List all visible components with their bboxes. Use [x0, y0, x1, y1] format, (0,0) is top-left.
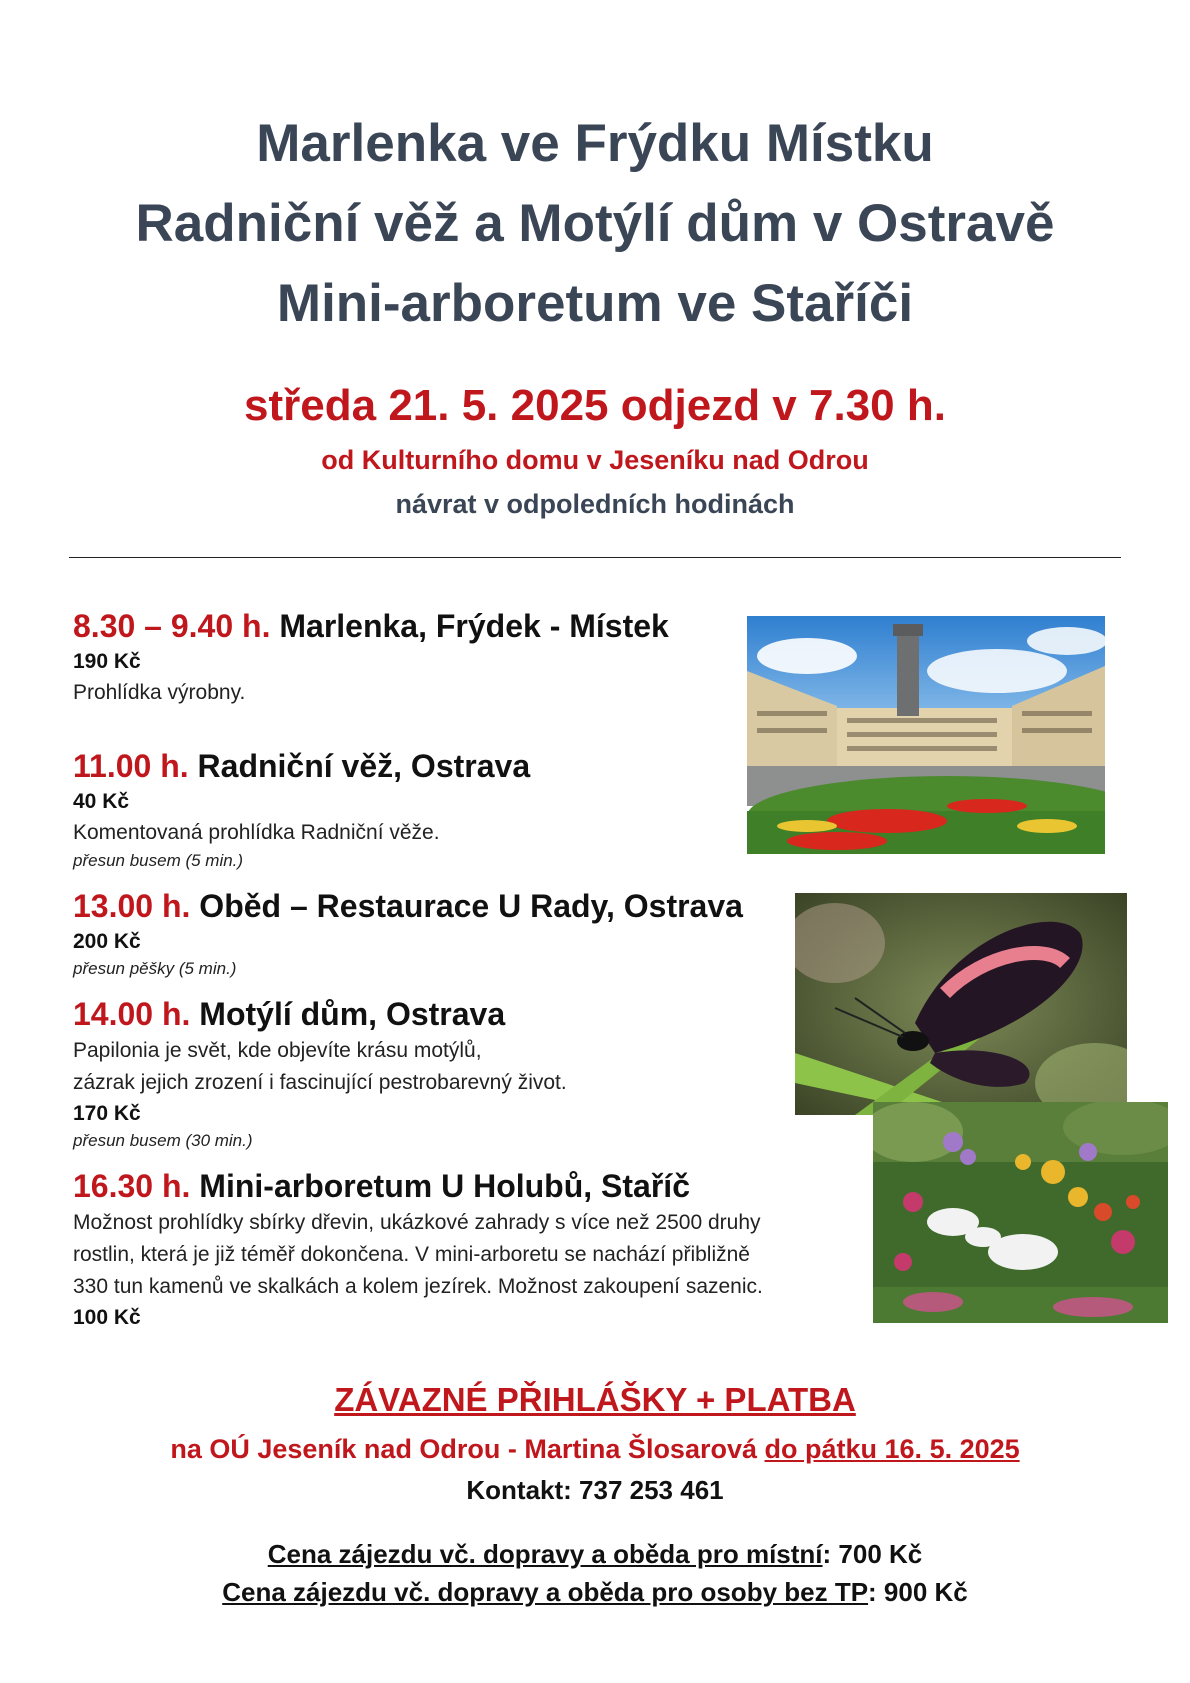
program-title: Oběd – Restaurace U Rady, Ostrava [199, 888, 743, 924]
poster-title [0, 104, 1190, 344]
title-line-1: Marlenka ve Frýdku Místku [256, 114, 934, 173]
program-description-line: rostlin, která je již téměř dokončena. V mini-arboretu se nachází přibližně [73, 1243, 750, 1266]
program-time: 13.00 h. [73, 888, 191, 924]
price-non-resident [0, 1574, 1190, 1610]
program-price: 100 Kč [73, 1306, 141, 1329]
program-transfer: přesun pěšky (5 min.) [73, 959, 237, 978]
program-item [73, 993, 893, 1165]
program-description: Prohlídka výrobny. [73, 681, 246, 704]
registration-place: na OÚ Jeseník nad Odrou - Martina Šlosarová [170, 1434, 758, 1464]
registration-title [0, 1378, 1190, 1422]
registration-deadline: do pátku 16. 5. 2025 [764, 1434, 1020, 1464]
price-local-value: : 700 Kč [822, 1539, 923, 1569]
program-time: 8.30 – 9.40 h. [73, 608, 271, 644]
program-description-line: zázrak jejich zrození i fascinující pestrobarevný život. [73, 1071, 567, 1094]
program-price: 40 Kč [73, 790, 130, 813]
price-local [0, 1536, 1190, 1572]
program-price: 200 Kč [73, 930, 141, 953]
program-time: 16.30 h. [73, 1168, 191, 1204]
program-item-heading [73, 1165, 893, 1207]
program-description-line: Papilonia je svět, kde objevíte krásu motýlů, [73, 1039, 482, 1062]
program-title: Marlenka, Frýdek - Místek [279, 608, 669, 644]
program-transfer: přesun busem (5 min.) [73, 851, 244, 870]
return-info: návrat v odpoledních hodinách [395, 489, 795, 519]
registration-where [0, 1430, 1190, 1468]
program-description-line: Možnost prohlídky sbírky dřevin, ukázkové zahrady s více než 2500 druhy [73, 1211, 761, 1234]
program-item-heading [73, 993, 893, 1035]
program-time: 14.00 h. [73, 996, 191, 1032]
price-non-resident-label: Cena zájezdu vč. dopravy a oběda pro osoby bez TP [222, 1577, 869, 1607]
price-local-label: Cena zájezdu vč. dopravy a oběda pro místní [267, 1539, 823, 1569]
contact-phone: Kontakt: 737 253 461 [466, 1475, 724, 1505]
program-price: 190 Kč [73, 650, 141, 673]
date-line: středa 21. 5. 2025 odjezd v 7.30 h. [244, 381, 946, 430]
program-item [73, 1165, 893, 1333]
registration-title-text: ZÁVAZNÉ PŘIHLÁŠKY + PLATBA [334, 1381, 856, 1418]
departure-place: od Kulturního domu v Jeseníku nad Odrou [321, 445, 869, 475]
program-title: Mini-arboretum U Holubů, Staříč [199, 1168, 690, 1204]
program-transfer: přesun busem (30 min.) [73, 1131, 253, 1150]
butterfly-photo [795, 893, 1127, 1115]
town-hall-photo [747, 616, 1105, 854]
title-line-2: Radniční věž a Motýlí dům v Ostravě [135, 194, 1055, 253]
price-non-resident-value: : 900 Kč [868, 1577, 968, 1607]
title-line-3: Mini-arboretum ve Staříči [276, 274, 914, 333]
garden-photo [873, 1102, 1168, 1323]
program-title: Motýlí dům, Ostrava [199, 996, 506, 1032]
program-price: 170 Kč [73, 1102, 141, 1125]
program-item-heading [73, 885, 893, 927]
program-title: Radniční věž, Ostrava [197, 748, 531, 784]
program-time: 11.00 h. [73, 748, 189, 784]
program-description-line: 330 tun kamenů ve skalkách a kolem jezírek. Možnost zakoupení sazenic. [73, 1275, 763, 1298]
program-item [73, 885, 893, 993]
program-description: Komentovaná prohlídka Radniční věže. [73, 821, 440, 844]
divider [69, 557, 1121, 558]
